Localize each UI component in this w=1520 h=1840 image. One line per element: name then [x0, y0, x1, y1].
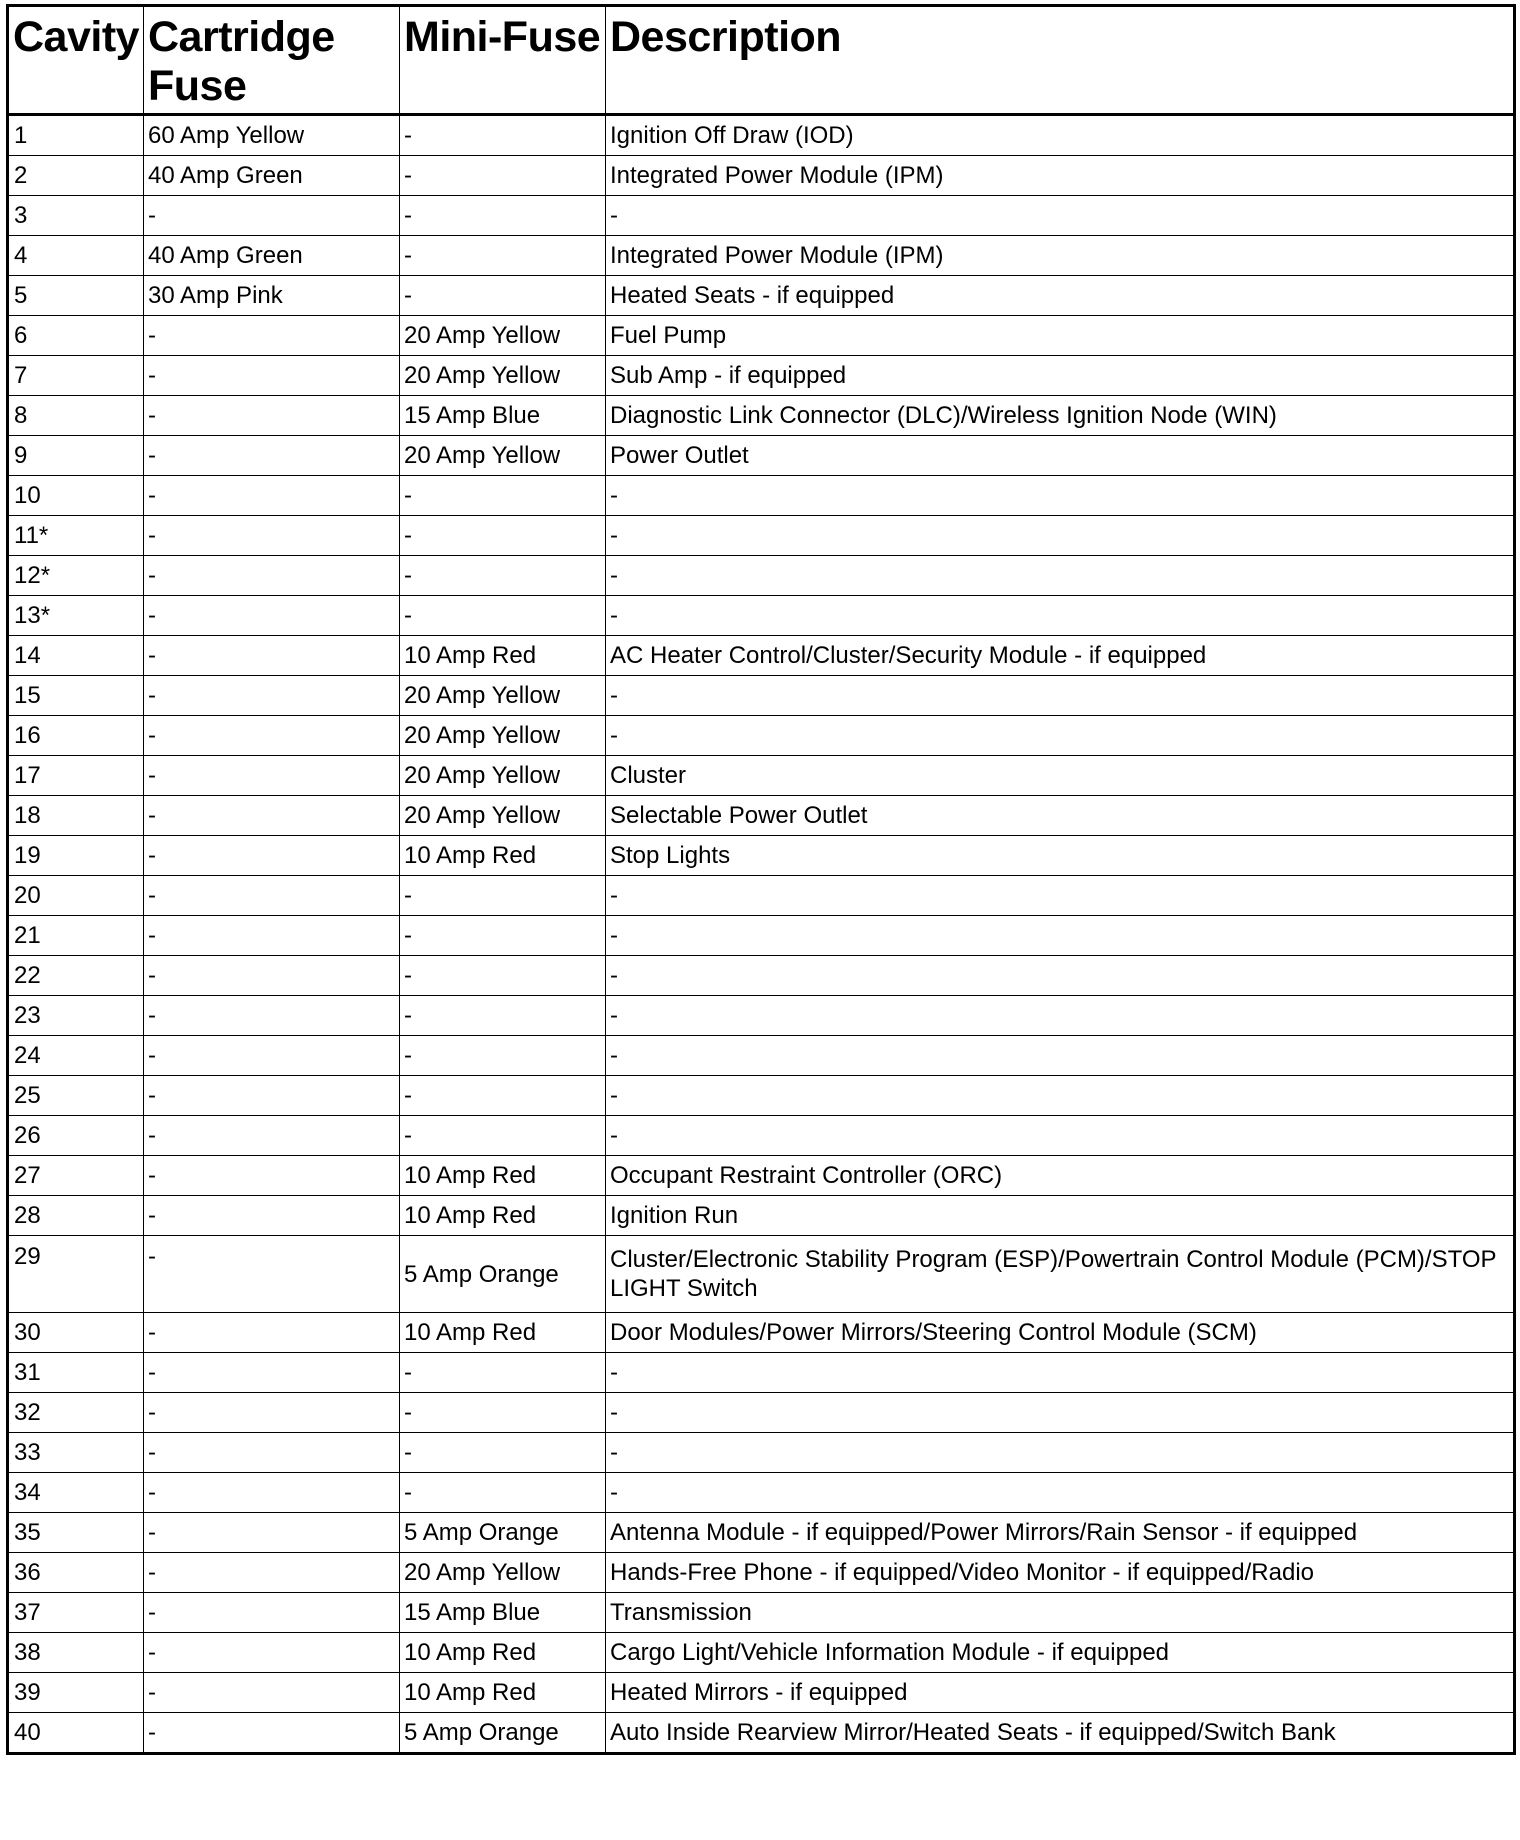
mini-fuse-cell: 10 Amp Red [400, 1673, 606, 1713]
cartridge-fuse-cell: - [144, 1196, 400, 1236]
cartridge-fuse-cell: 40 Amp Green [144, 236, 400, 276]
table-row [8, 1076, 1515, 1116]
mini-fuse-cell: - [400, 276, 606, 316]
cavity-cell: 14 [8, 636, 144, 676]
cavity-cell: 12* [8, 556, 144, 596]
cartridge-fuse-cell: - [144, 1116, 400, 1156]
cartridge-fuse-cell: - [144, 1036, 400, 1076]
table-header [8, 6, 1515, 115]
cartridge-fuse-cell: - [144, 396, 400, 436]
description-cell: - [606, 1076, 1515, 1116]
cavity-cell: 30 [8, 1313, 144, 1353]
table-row [8, 876, 1515, 916]
description-cell: - [606, 1433, 1515, 1473]
cavity-cell: 27 [8, 1156, 144, 1196]
cavity-cell: 24 [8, 1036, 144, 1076]
cartridge-fuse-cell: - [144, 1713, 400, 1754]
mini-fuse-cell: 20 Amp Yellow [400, 676, 606, 716]
description-cell: - [606, 716, 1515, 756]
description-cell: - [606, 1353, 1515, 1393]
description-cell: Auto Inside Rearview Mirror/Heated Seats - if equipped/Switch Bank [606, 1713, 1515, 1754]
description-cell: Occupant Restraint Controller (ORC) [606, 1156, 1515, 1196]
table-row [8, 1673, 1515, 1713]
mini-fuse-cell: 10 Amp Red [400, 1633, 606, 1673]
cartridge-fuse-cell: - [144, 476, 400, 516]
mini-fuse-cell: 5 Amp Orange [400, 1713, 606, 1754]
table-row [8, 996, 1515, 1036]
mini-fuse-cell: 20 Amp Yellow [400, 796, 606, 836]
cavity-cell: 28 [8, 1196, 144, 1236]
description-cell: Stop Lights [606, 836, 1515, 876]
cartridge-fuse-cell: - [144, 596, 400, 636]
header-cartridge-fuse [144, 6, 400, 115]
cavity-cell: 39 [8, 1673, 144, 1713]
cartridge-fuse-cell: - [144, 1593, 400, 1633]
header-row [8, 6, 1515, 115]
table-row [8, 1513, 1515, 1553]
cavity-cell: 33 [8, 1433, 144, 1473]
cavity-cell: 8 [8, 396, 144, 436]
mini-fuse-cell: - [400, 996, 606, 1036]
cavity-cell: 22 [8, 956, 144, 996]
mini-fuse-cell: - [400, 1473, 606, 1513]
cavity-cell: 11* [8, 516, 144, 556]
table-row [8, 1473, 1515, 1513]
cavity-cell: 18 [8, 796, 144, 836]
mini-fuse-cell: 20 Amp Yellow [400, 756, 606, 796]
description-cell: Sub Amp - if equipped [606, 356, 1515, 396]
table-row [8, 236, 1515, 276]
table-row [8, 1036, 1515, 1076]
mini-fuse-cell: 5 Amp Orange [400, 1236, 606, 1313]
description-cell: - [606, 876, 1515, 916]
cavity-cell: 38 [8, 1633, 144, 1673]
mini-fuse-cell: - [400, 196, 606, 236]
fuse-table [6, 4, 1516, 1755]
mini-fuse-cell: - [400, 1036, 606, 1076]
cavity-cell: 19 [8, 836, 144, 876]
cartridge-fuse-cell: - [144, 716, 400, 756]
cavity-cell: 21 [8, 916, 144, 956]
description-cell: Ignition Run [606, 1196, 1515, 1236]
cartridge-fuse-cell: - [144, 756, 400, 796]
table-row [8, 156, 1515, 196]
cavity-cell: 17 [8, 756, 144, 796]
table-row [8, 1353, 1515, 1393]
description-cell: Fuel Pump [606, 316, 1515, 356]
cartridge-fuse-cell: - [144, 1433, 400, 1473]
description-cell: - [606, 596, 1515, 636]
header-mini-fuse: Mini-Fuse [400, 6, 606, 115]
description-cell: Cluster [606, 756, 1515, 796]
table-row [8, 1196, 1515, 1236]
cartridge-fuse-cell: - [144, 636, 400, 676]
table-row [8, 1116, 1515, 1156]
description-cell: AC Heater Control/Cluster/Security Module - if equipped [606, 636, 1515, 676]
description-cell: Hands-Free Phone - if equipped/Video Monitor - if equipped/Radio [606, 1553, 1515, 1593]
table-row [8, 1236, 1515, 1313]
mini-fuse-cell: 20 Amp Yellow [400, 1553, 606, 1593]
description-cell: - [606, 556, 1515, 596]
cartridge-fuse-cell: - [144, 316, 400, 356]
cartridge-fuse-cell: - [144, 556, 400, 596]
table-row [8, 276, 1515, 316]
table-body [8, 115, 1515, 1754]
description-cell: Transmission [606, 1593, 1515, 1633]
cavity-cell: 23 [8, 996, 144, 1036]
description-cell: Antenna Module - if equipped/Power Mirrors/Rain Sensor - if equipped [606, 1513, 1515, 1553]
cavity-cell: 34 [8, 1473, 144, 1513]
cavity-cell: 16 [8, 716, 144, 756]
cartridge-fuse-cell: - [144, 1313, 400, 1353]
mini-fuse-cell: - [400, 1393, 606, 1433]
header-description: Description [606, 6, 1515, 115]
cavity-cell: 36 [8, 1553, 144, 1593]
cartridge-fuse-cell: - [144, 1156, 400, 1196]
table-row [8, 556, 1515, 596]
table-row [8, 516, 1515, 556]
cartridge-fuse-cell: 40 Amp Green [144, 156, 400, 196]
table-row [8, 1313, 1515, 1353]
cartridge-fuse-cell: - [144, 996, 400, 1036]
cavity-cell: 15 [8, 676, 144, 716]
mini-fuse-cell: - [400, 956, 606, 996]
description-cell: - [606, 516, 1515, 556]
cartridge-fuse-cell: - [144, 1633, 400, 1673]
mini-fuse-cell: 10 Amp Red [400, 1156, 606, 1196]
mini-fuse-cell: 15 Amp Blue [400, 396, 606, 436]
mini-fuse-cell: - [400, 556, 606, 596]
description-cell: Cargo Light/Vehicle Information Module - if equipped [606, 1633, 1515, 1673]
mini-fuse-cell: - [400, 236, 606, 276]
description-cell: - [606, 1116, 1515, 1156]
table-row [8, 1433, 1515, 1473]
description-cell: Door Modules/Power Mirrors/Steering Control Module (SCM) [606, 1313, 1515, 1353]
mini-fuse-cell: - [400, 516, 606, 556]
description-cell: - [606, 196, 1515, 236]
description-cell: Ignition Off Draw (IOD) [606, 115, 1515, 156]
table-row [8, 1393, 1515, 1433]
mini-fuse-cell: 20 Amp Yellow [400, 716, 606, 756]
table-row [8, 356, 1515, 396]
cartridge-fuse-cell: - [144, 516, 400, 556]
table-row [8, 796, 1515, 836]
table-row [8, 756, 1515, 796]
description-cell: Integrated Power Module (IPM) [606, 156, 1515, 196]
mini-fuse-cell: 20 Amp Yellow [400, 316, 606, 356]
description-cell: - [606, 1473, 1515, 1513]
table-row [8, 836, 1515, 876]
description-cell: - [606, 916, 1515, 956]
cavity-cell: 29 [8, 1236, 144, 1313]
mini-fuse-cell: - [400, 1433, 606, 1473]
description-cell: Selectable Power Outlet [606, 796, 1515, 836]
cavity-cell: 31 [8, 1353, 144, 1393]
mini-fuse-cell: - [400, 115, 606, 156]
cavity-cell: 10 [8, 476, 144, 516]
cartridge-fuse-cell: - [144, 196, 400, 236]
cartridge-fuse-cell: - [144, 1473, 400, 1513]
mini-fuse-cell: 20 Amp Yellow [400, 356, 606, 396]
mini-fuse-cell: 10 Amp Red [400, 1313, 606, 1353]
table-row [8, 115, 1515, 156]
table-row [8, 1156, 1515, 1196]
mini-fuse-cell: 15 Amp Blue [400, 1593, 606, 1633]
description-cell: - [606, 1036, 1515, 1076]
description-cell: Heated Seats - if equipped [606, 276, 1515, 316]
description-cell: - [606, 956, 1515, 996]
table-row [8, 956, 1515, 996]
cavity-cell: 1 [8, 115, 144, 156]
cartridge-fuse-cell: 30 Amp Pink [144, 276, 400, 316]
mini-fuse-cell: 5 Amp Orange [400, 1513, 606, 1553]
cavity-cell: 26 [8, 1116, 144, 1156]
cartridge-fuse-cell: - [144, 1393, 400, 1433]
table-row [8, 196, 1515, 236]
cartridge-fuse-cell: - [144, 676, 400, 716]
description-cell: - [606, 676, 1515, 716]
mini-fuse-cell: - [400, 876, 606, 916]
description-cell: Integrated Power Module (IPM) [606, 236, 1515, 276]
table-row [8, 436, 1515, 476]
mini-fuse-cell: 10 Amp Red [400, 636, 606, 676]
table-row [8, 396, 1515, 436]
header-cartridge-line2: Fuse [148, 62, 247, 110]
header-cavity: Cavity [8, 6, 144, 115]
description-cell: Diagnostic Link Connector (DLC)/Wireless Ignition Node (WIN) [606, 396, 1515, 436]
cavity-cell: 4 [8, 236, 144, 276]
cartridge-fuse-cell: - [144, 1553, 400, 1593]
cartridge-fuse-cell: - [144, 1513, 400, 1553]
cavity-cell: 40 [8, 1713, 144, 1754]
cavity-cell: 2 [8, 156, 144, 196]
table-row [8, 596, 1515, 636]
table-row [8, 1553, 1515, 1593]
mini-fuse-cell: - [400, 596, 606, 636]
table-row [8, 916, 1515, 956]
cartridge-fuse-cell: - [144, 1236, 400, 1313]
table-row [8, 1593, 1515, 1633]
mini-fuse-cell: - [400, 156, 606, 196]
cartridge-fuse-cell: - [144, 1353, 400, 1393]
cavity-cell: 5 [8, 276, 144, 316]
cartridge-fuse-cell: - [144, 796, 400, 836]
description-cell: - [606, 476, 1515, 516]
mini-fuse-cell: - [400, 476, 606, 516]
cartridge-fuse-cell: - [144, 836, 400, 876]
cavity-cell: 32 [8, 1393, 144, 1433]
mini-fuse-cell: 10 Amp Red [400, 836, 606, 876]
cavity-cell: 7 [8, 356, 144, 396]
mini-fuse-cell: 20 Amp Yellow [400, 436, 606, 476]
description-cell: Heated Mirrors - if equipped [606, 1673, 1515, 1713]
table-row [8, 716, 1515, 756]
cavity-cell: 6 [8, 316, 144, 356]
cartridge-fuse-cell: - [144, 1673, 400, 1713]
cartridge-fuse-cell: - [144, 436, 400, 476]
table-row [8, 316, 1515, 356]
table-row [8, 1633, 1515, 1673]
description-cell: Cluster/Electronic Stability Program (ESP)/Powertrain Control Module (PCM)/STOP LIGHT Switch [606, 1236, 1515, 1313]
cartridge-fuse-cell: - [144, 876, 400, 916]
mini-fuse-cell: - [400, 1076, 606, 1116]
cavity-cell: 3 [8, 196, 144, 236]
cartridge-fuse-cell: - [144, 916, 400, 956]
cavity-cell: 13* [8, 596, 144, 636]
cavity-cell: 25 [8, 1076, 144, 1116]
cavity-cell: 35 [8, 1513, 144, 1553]
mini-fuse-cell: - [400, 1116, 606, 1156]
mini-fuse-cell: - [400, 916, 606, 956]
cartridge-fuse-cell: - [144, 356, 400, 396]
header-cartridge-line1: Cartridge [148, 13, 335, 61]
description-cell: - [606, 996, 1515, 1036]
cavity-cell: 9 [8, 436, 144, 476]
cartridge-fuse-cell: 60 Amp Yellow [144, 115, 400, 156]
cavity-cell: 20 [8, 876, 144, 916]
cavity-cell: 37 [8, 1593, 144, 1633]
mini-fuse-cell: 10 Amp Red [400, 1196, 606, 1236]
description-cell: - [606, 1393, 1515, 1433]
table-row [8, 1713, 1515, 1754]
cartridge-fuse-cell: - [144, 956, 400, 996]
table-row [8, 676, 1515, 716]
cartridge-fuse-cell: - [144, 1076, 400, 1116]
table-row [8, 476, 1515, 516]
mini-fuse-cell: - [400, 1353, 606, 1393]
table-row [8, 636, 1515, 676]
description-cell: Power Outlet [606, 436, 1515, 476]
